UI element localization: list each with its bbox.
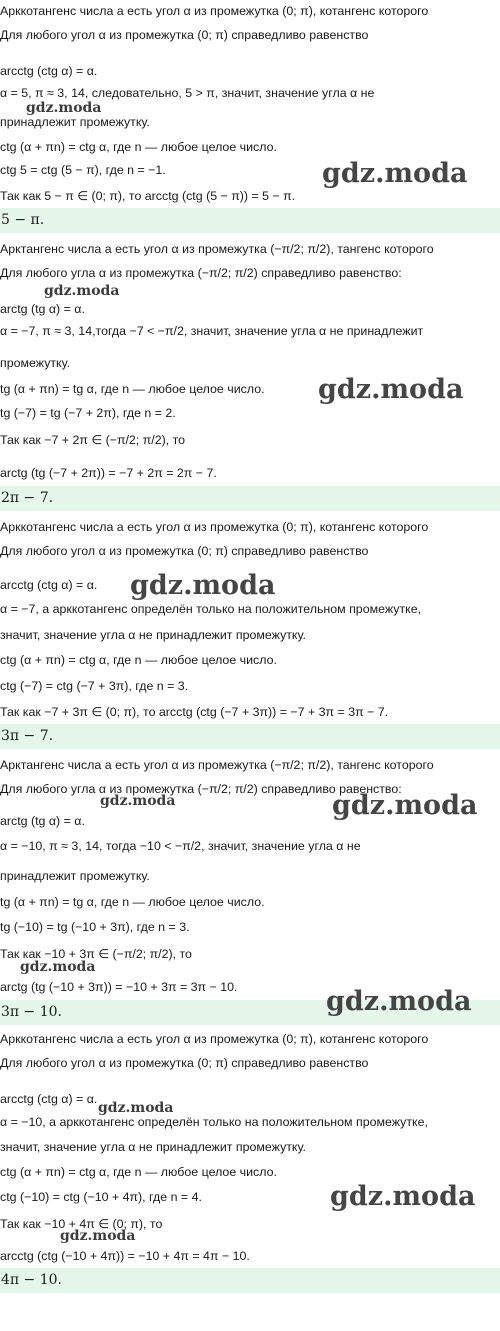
block2-since: Так как −7 + 2π ∈ (−π/2; π/2), то <box>0 433 186 447</box>
block2-shift: tg (−7) = tg (−7 + 2π), где n = 2. <box>0 406 176 420</box>
block4-intro1: Арктангенс числа a есть угол α из промежутка (−π/2; π/2), тангенс которого <box>0 758 434 772</box>
block1-period: ctg (α + πn) = ctg α, где n — любое целое число. <box>0 140 277 154</box>
block4-identity: arctg (tg α) = α. <box>0 814 85 828</box>
block4-result: arctg (tg (−10 + 3π)) = −10 + 3π = 3π − 10. <box>0 980 238 994</box>
block4-period: tg (α + πn) = tg α, где n — любое целое число. <box>0 895 265 909</box>
block3-since: Так как −7 + 3π ∈ (0; π), то arcctg (ctg (−7 + 3π)) = −7 + 3π = 3π − 7. <box>0 705 389 719</box>
block4-answer: 3π − 10. <box>0 1000 500 1025</box>
watermark-logo: gdz.moda <box>98 1100 174 1116</box>
watermark-logo: gdz.moda <box>44 283 120 299</box>
block1-since: Так как 5 − π ∈ (0; π), то arcctg (ctg (5 − π)) = 5 − π. <box>0 189 296 203</box>
block2-cond2: промежутку. <box>0 356 71 370</box>
block4-shift: tg (−10) = tg (−10 + 3π), где n = 3. <box>0 920 190 934</box>
watermark-logo: gdz.moda <box>326 986 472 1017</box>
block5-intro2: Для любого угол α из промежутка (0; π) справедливо равенство <box>0 1056 369 1070</box>
block3-shift: ctg (−7) = ctg (−7 + 3π), где n = 3. <box>0 679 189 693</box>
block4-intro2: Для любого угла α из промежутка (−π/2; π/2) справедливо равенство: <box>0 782 402 796</box>
watermark-logo: gdz.moda <box>130 570 276 601</box>
block5-result: arcctg (ctg (−10 + 4π)) = −10 + 4π = 4π − 10. <box>0 1249 250 1263</box>
watermark-logo: gdz.moda <box>100 793 176 809</box>
block5-cond1: α = −10, а арккотангенс определён только на положительном промежутке, <box>0 1115 428 1129</box>
block3-cond1: α = −7, а арккотангенс определён только на положительном промежутке, <box>0 602 422 616</box>
block3-answer: 3π − 7. <box>0 724 500 749</box>
block2-period: tg (α + πn) = tg α, где n — любое целое число. <box>0 382 265 396</box>
watermark-logo: gdz.moda <box>20 959 96 975</box>
block2-intro1: Арктангенс числа a есть угол α из промежутка (−π/2; π/2), тангенс которого <box>0 242 434 256</box>
block1-intro1: Арккотангенс числа a есть угол α из промежутка (0; π), котангенс которого <box>0 4 429 18</box>
block3-identity: arcctg (ctg α) = α. <box>0 578 98 592</box>
watermark-logo: gdz.moda <box>26 100 102 116</box>
block5-period: ctg (α + πn) = ctg α, где n — любое целое число. <box>0 1165 277 1179</box>
block1-cond1: α = 5, π ≈ 3, 14, следовательно, 5 > π, значит, значение угла α не <box>0 86 375 100</box>
block2-intro2: Для любого угла α из промежутка (−π/2; π/2) справедливо равенство: <box>0 266 402 280</box>
block1-identity: arcctg (ctg α) = α. <box>0 64 98 78</box>
block5-cond2: значит, значение угла α не принадлежит промежутку. <box>0 1140 306 1154</box>
block4-cond2: принадлежит промежутку. <box>0 869 150 883</box>
watermark-logo: gdz.moda <box>332 790 478 821</box>
block3-intro1: Арккотангенс числа a есть угол α из промежутка (0; π), котангенс которого <box>0 520 429 534</box>
block1-cond2: принадлежит промежутку. <box>0 115 150 129</box>
block3-period: ctg (α + πn) = ctg α, где n — любое целое число. <box>0 653 277 667</box>
block5-shift: ctg (−10) = ctg (−10 + 4π), где n = 4. <box>0 1190 202 1204</box>
block2-answer: 2π − 7. <box>0 486 500 511</box>
block4-since: Так как −10 + 3π ∈ (−π/2; π/2), то <box>0 947 192 961</box>
block1-answer: 5 − π. <box>0 208 500 233</box>
block2-result: arctg (tg (−7 + 2π)) = −7 + 2π = 2π − 7. <box>0 466 217 480</box>
watermark-logo: gdz.moda <box>322 158 468 189</box>
watermark-logo: gdz.moda <box>318 374 464 405</box>
block4-cond1: α = −10, π ≈ 3, 14, тогда −10 < −π/2, значит, значение угла α не <box>0 839 361 853</box>
block1-shift: ctg 5 = ctg (5 − π), где n = −1. <box>0 163 166 177</box>
block5-answer: 4π − 10. <box>0 1268 500 1293</box>
watermark-logo: gdz.moda <box>60 1228 136 1244</box>
block3-intro2: Для любого угол α из промежутка (0; π) справедливо равенство <box>0 544 369 558</box>
block2-identity: arctg (tg α) = α. <box>0 302 85 316</box>
watermark-logo: gdz.moda <box>330 1181 476 1212</box>
block1-intro2: Для любого угол α из промежутка (0; π) справедливо равенство <box>0 28 369 42</box>
block5-identity: arcctg (ctg α) = α. <box>0 1092 98 1106</box>
block5-intro1: Арккотангенс числа a есть угол α из промежутка (0; π), котангенс которого <box>0 1032 429 1046</box>
block2-cond1: α = −7, π ≈ 3, 14,тогда −7 < −π/2, значит, значение угла α не принадлежит <box>0 324 424 338</box>
block3-cond2: значит, значение угла α не принадлежит промежутку. <box>0 628 306 642</box>
block5-since: Так как −10 + 4π ∈ (0; π), то <box>0 1217 163 1231</box>
